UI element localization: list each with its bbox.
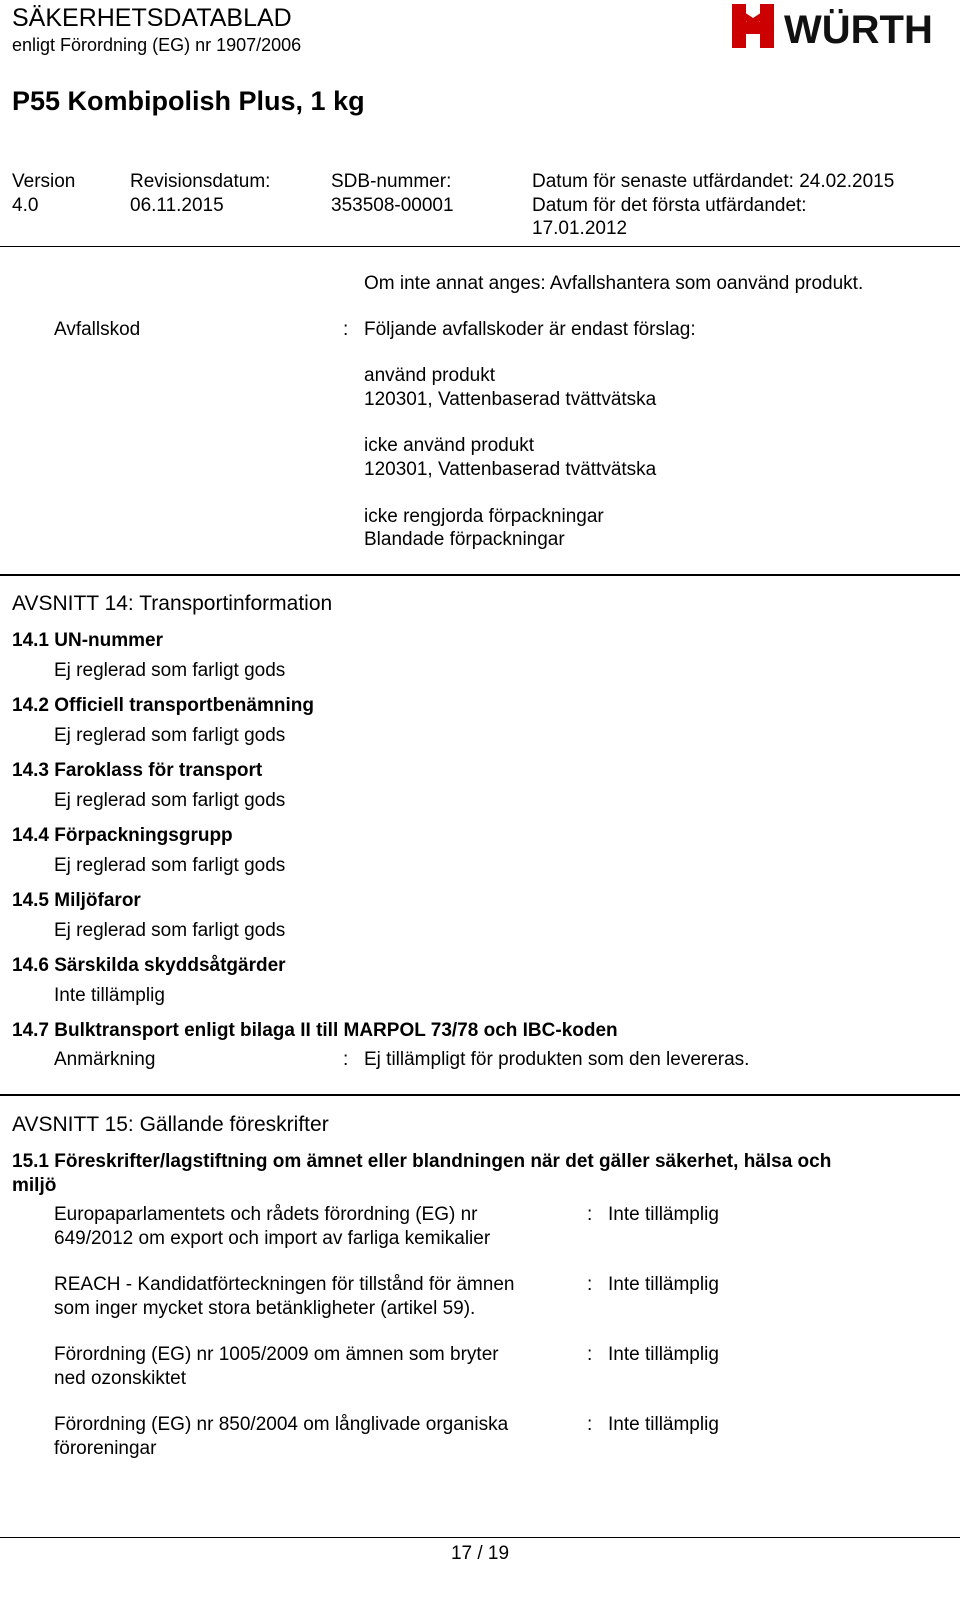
regulation-value: Inte tillämplig: [608, 1344, 719, 1365]
regulation-subtitle: enligt Förordning (EG) nr 1907/2006: [12, 35, 302, 55]
page-number: 17 / 19: [450, 1543, 510, 1564]
waste-entry-title: icke rengjorda förpackningar: [364, 506, 604, 527]
footer-divider: [0, 1537, 960, 1538]
bulk-remark-value: Ej tillämpligt för produkten som den levereras.: [364, 1049, 750, 1070]
document-title: SÄKERHETSDATABLAD: [12, 4, 292, 32]
transport-item-title: 14.4 Förpackningsgrupp: [12, 825, 233, 846]
revision-label: Revisionsdatum:: [130, 171, 271, 192]
product-name: P55 Kombipolish Plus, 1 kg: [12, 86, 365, 116]
waste-code-intro: Följande avfallskoder är endast förslag:: [364, 319, 696, 340]
regulation-text: ned ozonskiktet: [54, 1368, 187, 1389]
waste-entry-value: 120301, Vattenbaserad tvättvätska: [364, 389, 657, 410]
transport-item-value: Ej reglerad som farligt gods: [54, 790, 286, 811]
waste-code-label: Avfallskod: [54, 319, 141, 340]
section-15-heading: AVSNITT 15: Gällande föreskrifter: [12, 1113, 329, 1136]
transport-item-value: Ej reglerad som farligt gods: [54, 920, 286, 941]
regulation-colon: :: [587, 1204, 593, 1225]
regulation-text: föroreningar: [54, 1438, 157, 1459]
section-divider: [0, 1094, 960, 1096]
first-issue-value: 17.01.2012: [532, 218, 628, 239]
transport-item-title: 14.1 UN-nummer: [12, 630, 163, 651]
regulation-value: Inte tillämplig: [608, 1414, 719, 1435]
transport-item-value: Ej reglerad som farligt gods: [54, 725, 286, 746]
regulation-subheading-cont: miljö: [12, 1175, 57, 1196]
regulation-text: 649/2012 om export och import av farliga kemikalier: [54, 1228, 491, 1249]
transport-item-title: 14.3 Faroklass för transport: [12, 760, 263, 781]
regulation-colon: :: [587, 1274, 593, 1295]
regulation-colon: :: [587, 1414, 593, 1435]
sdb-value: 353508-00001: [331, 195, 454, 216]
regulation-value: Inte tillämplig: [608, 1274, 719, 1295]
waste-entry-value: 120301, Vattenbaserad tvättvätska: [364, 459, 657, 480]
header-divider: [0, 246, 960, 247]
regulation-text: som inger mycket stora betänkligheter (artikel 59).: [54, 1298, 476, 1319]
transport-item-value: Ej reglerad som farligt gods: [54, 855, 286, 876]
bulk-remark-label: Anmärkning: [54, 1049, 156, 1070]
version-label: Version: [12, 171, 76, 192]
waste-entry-title: icke använd produkt: [364, 435, 535, 456]
bulk-transport-title: 14.7 Bulktransport enligt bilaga II till MARPOL 73/78 och IBC-koden: [12, 1020, 618, 1041]
waste-note: Om inte annat anges: Avfallshantera som oanvänd produkt.: [364, 273, 864, 294]
transport-item-value: Ej reglerad som farligt gods: [54, 660, 286, 681]
regulation-subheading: 15.1 Föreskrifter/lagstiftning om ämnet eller blandningen när det gäller säkerhet, hälsa och: [12, 1151, 832, 1172]
waste-entry-value: Blandade förpackningar: [364, 529, 565, 550]
section-divider: [0, 574, 960, 576]
regulation-text: Förordning (EG) nr 1005/2009 om ämnen som bryter: [54, 1344, 499, 1365]
version-value: 4.0: [12, 195, 39, 216]
regulation-value: Inte tillämplig: [608, 1204, 719, 1225]
logo-wordmark: WÜRTH: [784, 8, 933, 50]
bulk-remark-colon: :: [343, 1049, 349, 1070]
section-14-heading: AVSNITT 14: Transportinformation: [12, 592, 333, 615]
revision-value: 06.11.2015: [130, 195, 224, 216]
last-issue-date: Datum för senaste utfärdandet: 24.02.2015: [532, 171, 895, 192]
regulation-colon: :: [587, 1344, 593, 1365]
regulation-text: REACH - Kandidatförteckningen för tillstånd för ämnen: [54, 1274, 515, 1295]
transport-item-title: 14.5 Miljöfaror: [12, 890, 141, 911]
transport-item-title: 14.2 Officiell transportbenämning: [12, 695, 314, 716]
waste-code-colon: :: [343, 319, 349, 340]
transport-item-value: Inte tillämplig: [54, 985, 165, 1006]
waste-entry-title: använd produkt: [364, 365, 495, 386]
first-issue-label: Datum för det första utfärdandet:: [532, 195, 807, 216]
regulation-text: Europaparlamentets och rådets förordning (EG) nr: [54, 1204, 478, 1225]
sdb-label: SDB-nummer:: [331, 171, 452, 192]
wurth-logo: [732, 2, 954, 50]
regulation-text: Förordning (EG) nr 850/2004 om långlivade organiska: [54, 1414, 509, 1435]
transport-item-title: 14.6 Särskilda skyddsåtgärder: [12, 955, 286, 976]
